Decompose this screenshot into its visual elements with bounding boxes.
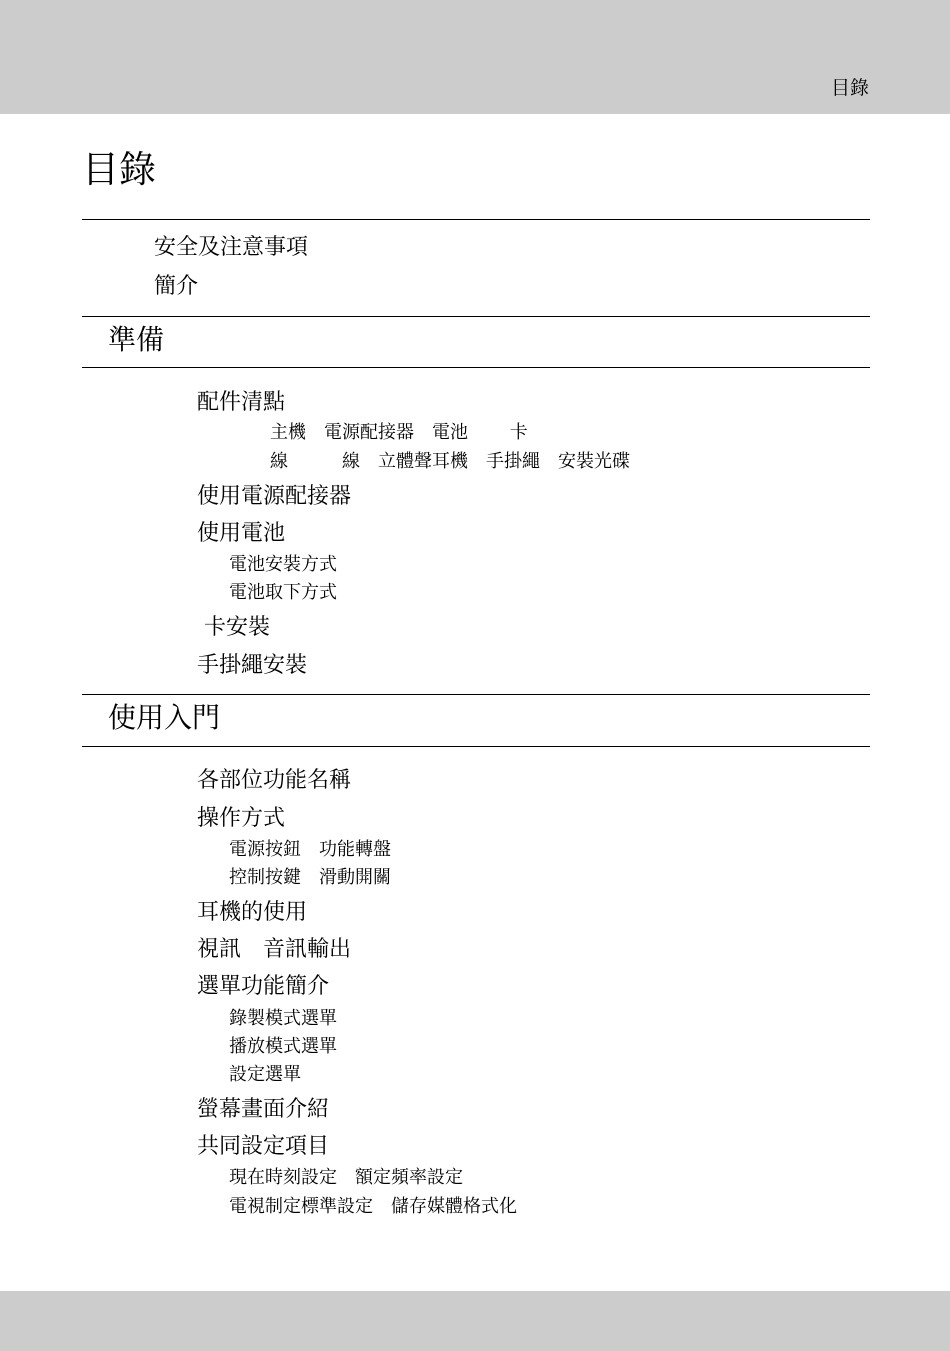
toc-entry-operation[interactable]: 操作方式 bbox=[197, 806, 286, 831]
divider bbox=[82, 219, 870, 220]
toc-subentry[interactable]: 主機 電源配接器 電池 卡 bbox=[270, 422, 528, 443]
section-title-preparation[interactable]: 準備 bbox=[108, 323, 165, 356]
toc-entry-card[interactable]: 卡安裝 bbox=[197, 615, 270, 640]
toc-subentry[interactable]: 電池安裝方式 bbox=[229, 554, 337, 575]
toc-entry-part-names[interactable]: 各部位功能名稱 bbox=[197, 768, 352, 793]
toc-entry-intro[interactable]: 簡介 bbox=[154, 274, 199, 299]
toc-entry-common-settings[interactable]: 共同設定項目 bbox=[197, 1134, 330, 1159]
header-band bbox=[0, 0, 950, 114]
toc-entry-accessories[interactable]: 配件清點 bbox=[197, 390, 286, 415]
divider bbox=[82, 367, 870, 368]
toc-subentry[interactable]: 控制按鍵 滑動開關 bbox=[229, 867, 391, 888]
toc-entry-av-output[interactable]: 視訊 音訊輸出 bbox=[197, 937, 352, 962]
toc-subentry[interactable]: 播放模式選單 bbox=[229, 1036, 337, 1057]
toc-entry-strap[interactable]: 手掛繩安裝 bbox=[197, 653, 308, 678]
toc-subentry[interactable]: 電源按鈕 功能轉盤 bbox=[229, 839, 391, 860]
toc-entry-power-adapter[interactable]: 使用電源配接器 bbox=[197, 484, 352, 509]
divider bbox=[82, 316, 870, 317]
toc-subentry[interactable]: 設定選單 bbox=[229, 1064, 301, 1085]
toc-entry-headphones[interactable]: 耳機的使用 bbox=[197, 900, 308, 925]
toc-entry-battery[interactable]: 使用電池 bbox=[197, 521, 286, 546]
toc-subentry[interactable]: 現在時刻設定 額定頻率設定 bbox=[229, 1167, 463, 1188]
toc-entry-screen-display[interactable]: 螢幕畫面介紹 bbox=[197, 1097, 330, 1122]
divider bbox=[82, 694, 870, 695]
toc-subentry[interactable]: 電視制定標準設定 儲存媒體格式化 bbox=[229, 1196, 517, 1217]
section-title-getting-started[interactable]: 使用入門 bbox=[108, 701, 221, 734]
page-title: 目錄 bbox=[82, 148, 156, 191]
divider bbox=[82, 746, 870, 747]
toc-subentry[interactable]: 電池取下方式 bbox=[229, 582, 337, 603]
toc-subentry[interactable]: 錄製模式選單 bbox=[229, 1008, 337, 1029]
footer-band bbox=[0, 1291, 950, 1351]
toc-entry-safety[interactable]: 安全及注意事項 bbox=[154, 235, 309, 260]
toc-subentry[interactable]: 線 線 立體聲耳機 手掛繩 安裝光碟 bbox=[270, 451, 630, 472]
toc-entry-menu-intro[interactable]: 選單功能簡介 bbox=[197, 974, 330, 999]
header-label: 目錄 bbox=[830, 77, 869, 99]
